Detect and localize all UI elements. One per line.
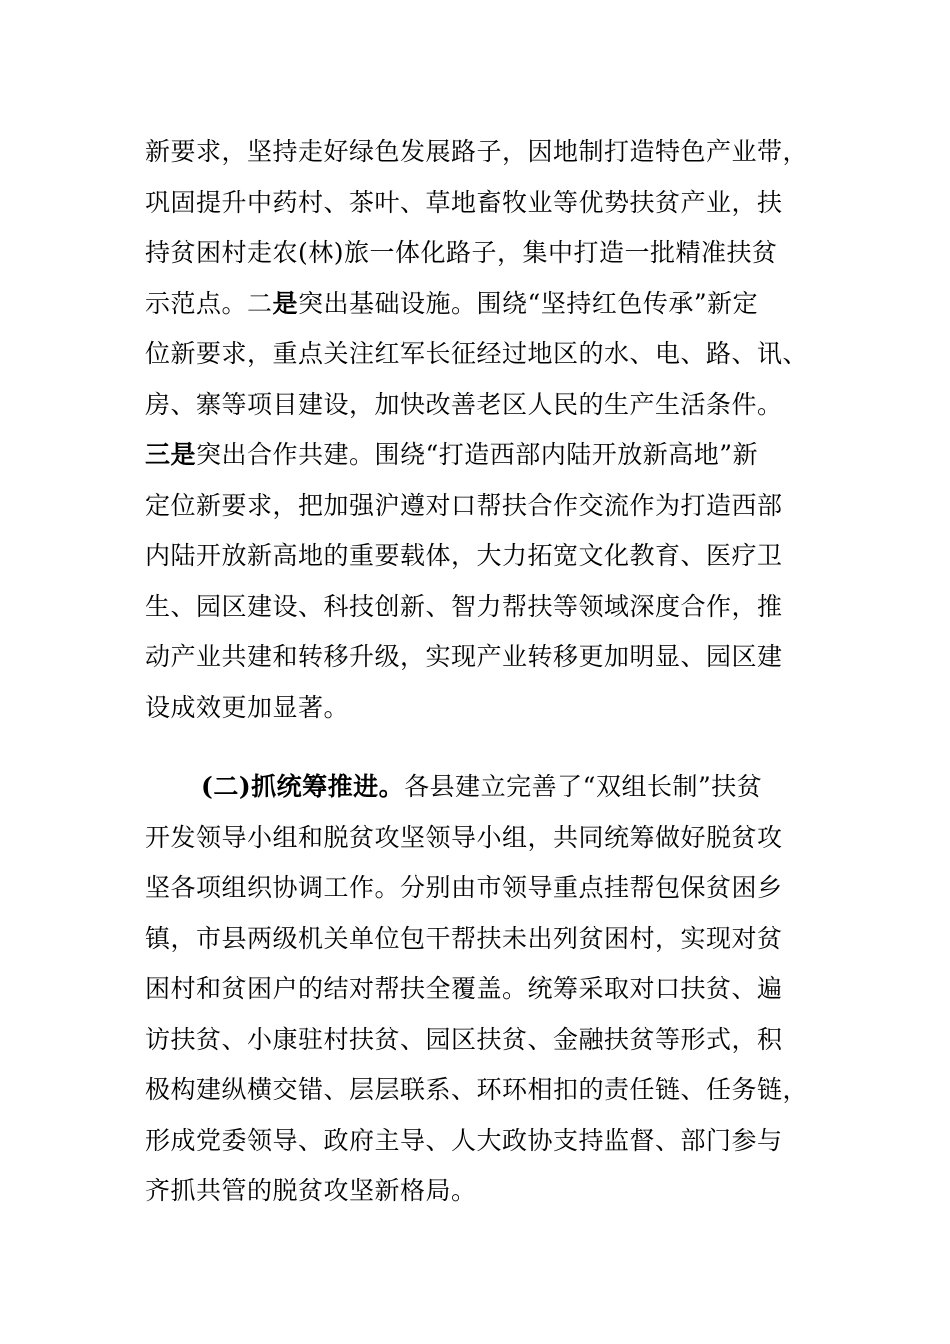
text-line: 内陆开放新高地的重要载体，大力拓宽文化教育、医疗卫	[145, 541, 783, 570]
text-line	[145, 430, 805, 481]
text-line: 动产业共建和转移升级，实现产业转移更加明显、园区建	[145, 642, 783, 671]
text-line: 房、寨等项目建设，加快改善老区人民的生产生活条件。	[145, 389, 783, 419]
text-run: 示范点。二	[145, 288, 273, 318]
text-run: 突出基础设施。围绕“坚持红色传承”新定	[298, 288, 759, 318]
text-run: 突出合作共建。围绕“打造西部内陆开放新高地”新	[196, 440, 759, 469]
bold-marker: 是	[272, 288, 299, 318]
text-line: 巩固提升中药村、茶叶、草地畜牧业等优势扶贫产业，扶	[145, 187, 783, 217]
text-line: 镇，市县两级机关单位包干帮扶未出列贫困村，实现对贫	[145, 923, 783, 953]
bold-marker: 三是	[145, 440, 197, 469]
text-line	[145, 279, 805, 330]
text-line: 开发领导小组和脱贫攻坚领导小组，共同统筹做好脱贫攻	[145, 822, 783, 852]
text-line: 极构建纵横交错、层层联系、环环相扣的责任链、任务链，	[145, 1075, 809, 1104]
text-line: 生、园区建设、科技创新、智力帮扶等领域深度合作，推	[145, 591, 783, 621]
text-line: 设成效更加显著。	[145, 692, 350, 722]
section-heading: (二)抓统筹推进。	[201, 772, 405, 801]
text-line: 困村和贫困户的结对帮扶全覆盖。统筹采取对口扶贫、遍	[145, 974, 783, 1003]
paragraph-2	[145, 762, 809, 1217]
text-line	[145, 762, 805, 813]
text-line: 定位新要求，把加强沪遵对口帮扶合作交流作为打造西部	[145, 490, 783, 520]
paragraph-1	[145, 127, 809, 733]
document-page	[145, 127, 809, 1217]
text-line: 访扶贫、小康驻村扶贫、园区扶贫、金融扶贫等形式，积	[145, 1024, 783, 1054]
text-line: 形成党委领导、政府主导、人大政协支持监督、部门参与	[145, 1125, 783, 1155]
text-line: 位新要求，重点关注红军长征经过地区的水、电、路、讯、	[145, 339, 809, 368]
text-line: 持贫困村走农(林)旅一体化路子，集中打造一批精准扶贫	[145, 238, 778, 267]
text-line: 坚各项组织协调工作。分别由市领导重点挂帮包保贫困乡	[145, 873, 783, 902]
text-line: 齐抓共管的脱贫攻坚新格局。	[145, 1176, 477, 1205]
text-line: 新要求，坚持走好绿色发展路子，因地制打造特色产业带，	[145, 137, 809, 166]
text-run: 各县建立完善了“双组长制”扶贫	[404, 772, 763, 801]
paragraph-gap	[145, 733, 805, 762]
